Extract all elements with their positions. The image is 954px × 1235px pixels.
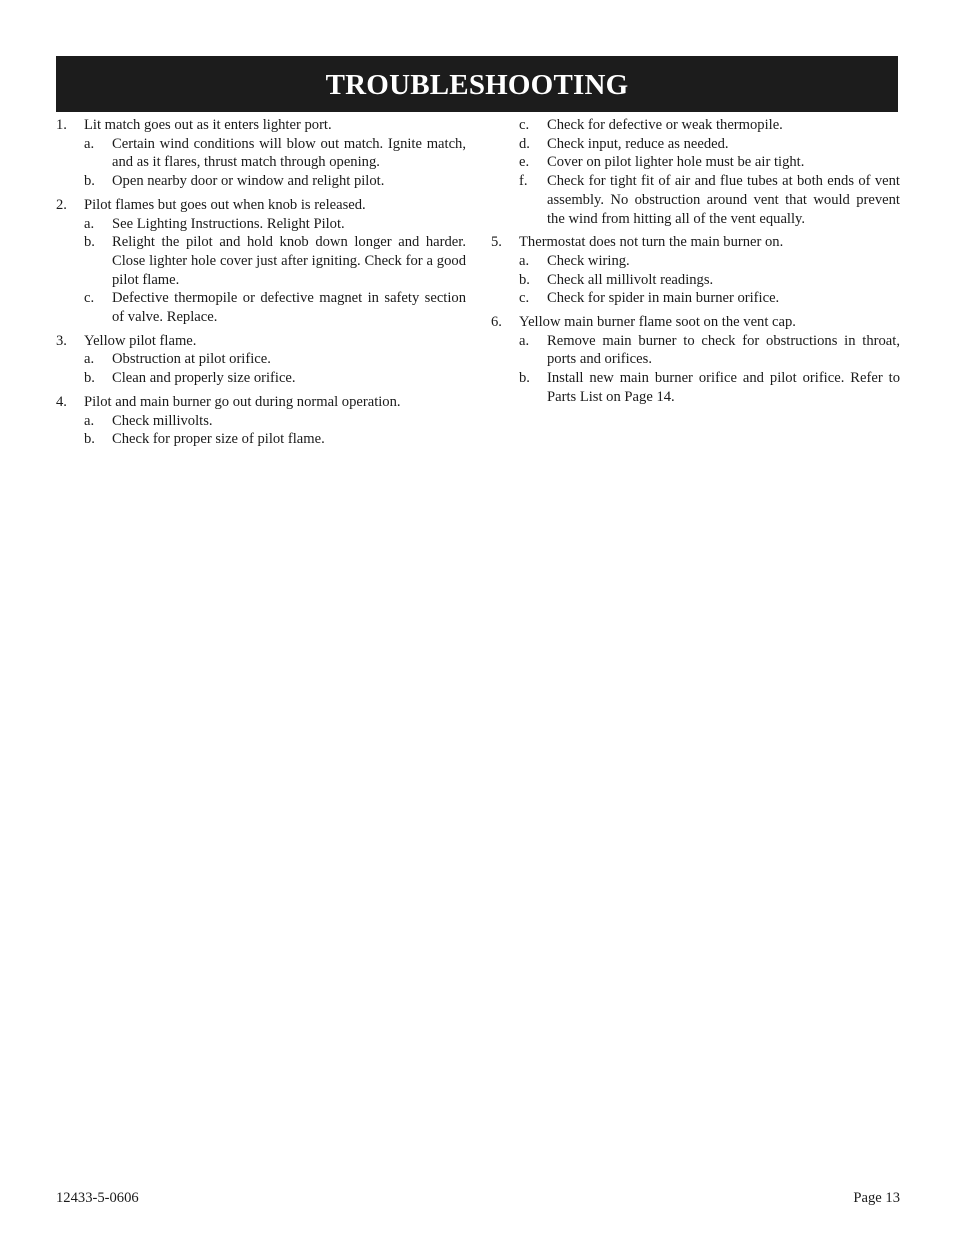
sub-item-letter: b.: [84, 173, 95, 190]
sub-item-text: Defective thermopile or defective magnet in safety section of valve. Replace.: [112, 290, 466, 326]
item-number: 6.: [491, 314, 502, 331]
sub-item: [84, 350, 466, 369]
sub-item-text: Certain wind conditions will blow out match. Ignite match, and as it flares, thrust match through opening.: [112, 135, 466, 171]
item-number: 3.: [56, 332, 67, 349]
item-number: 4.: [56, 393, 67, 410]
item-text: Thermostat does not turn the main burner on.: [519, 234, 784, 251]
continued-sub-items: [491, 116, 900, 228]
sub-item-text: Clean and properly size orifice.: [112, 370, 296, 387]
sub-item: [519, 369, 900, 406]
sub-item: [84, 172, 466, 191]
item-text: Lit match goes out as it enters lighter port.: [84, 117, 332, 133]
sub-item-letter: b.: [519, 271, 530, 288]
right-column: [491, 116, 900, 412]
sub-item-text: Check for defective or weak thermopile.: [547, 117, 783, 133]
page-number: Page 13: [853, 1190, 900, 1206]
sub-item-text: Obstruction at pilot orifice.: [112, 351, 271, 368]
sub-item-letter: b.: [519, 370, 530, 387]
sub-item-text: Check all millivolt readings.: [547, 271, 714, 288]
sub-item-text: Check for proper size of pilot flame.: [112, 431, 325, 448]
sub-item: [519, 289, 900, 308]
sub-item-letter: b.: [84, 431, 95, 448]
troubleshooting-item: [56, 332, 466, 388]
sub-item: [84, 430, 466, 449]
sub-item: [84, 215, 466, 234]
sub-item: [491, 172, 900, 228]
sub-item-letter: f.: [519, 173, 528, 190]
sub-item-letter: b.: [84, 370, 95, 387]
sub-item: [84, 135, 466, 172]
section-header-bar: [56, 56, 898, 112]
troubleshooting-item: [56, 116, 466, 191]
sub-item-letter: c.: [84, 290, 95, 307]
sub-item-text: Check millivolts.: [112, 412, 213, 429]
sub-item: [84, 369, 466, 388]
item-number: 5.: [491, 234, 502, 251]
item-text: Pilot flames but goes out when knob is released.: [84, 196, 366, 213]
page-title: TROUBLESHOOTING: [325, 68, 629, 101]
sub-item-text: Check input, reduce as needed.: [547, 135, 729, 152]
sub-item-letter: a.: [519, 332, 530, 349]
troubleshooting-item: [491, 313, 900, 407]
item-text: Yellow main burner flame soot on the vent cap.: [519, 314, 796, 331]
sub-item-text: See Lighting Instructions. Relight Pilot.: [112, 215, 345, 232]
sub-item: [84, 289, 466, 326]
troubleshooting-item: [56, 393, 466, 449]
item-number: 2.: [56, 196, 67, 213]
sub-item-text: Cover on pilot lighter hole must be air tight.: [547, 154, 805, 171]
sub-item-letter: a.: [84, 135, 95, 152]
sub-item: [84, 233, 466, 289]
sub-item: [519, 271, 900, 290]
sub-item-text: Relight the pilot and hold knob down longer and harder. Close lighter hole cover just after igniting. Check for a good pilot flame.: [112, 234, 466, 288]
item-text: Pilot and main burner go out during normal operation.: [84, 393, 401, 410]
sub-item-text: Remove main burner to check for obstructions in throat, ports and orifices.: [547, 332, 900, 368]
sub-item-text: Open nearby door or window and relight pilot.: [112, 173, 385, 190]
left-column: [56, 116, 466, 454]
sub-item: [491, 135, 900, 154]
sub-item: [519, 332, 900, 369]
sub-item-letter: d.: [519, 135, 530, 152]
sub-item-letter: a.: [84, 351, 95, 368]
sub-item-text: Check wiring.: [547, 252, 630, 269]
item-text: Yellow pilot flame.: [84, 332, 197, 349]
sub-item: [491, 153, 900, 172]
sub-item-text: Install new main burner orifice and pilot orifice. Refer to Parts List on Page 14.: [547, 370, 900, 405]
sub-item-letter: a.: [519, 252, 530, 269]
sub-item-letter: c.: [519, 117, 530, 133]
sub-item-text: Check for spider in main burner orifice.: [547, 290, 780, 307]
sub-item: [519, 252, 900, 271]
sub-item-letter: e.: [519, 154, 530, 171]
sub-item-letter: c.: [519, 290, 530, 307]
troubleshooting-item: [56, 196, 466, 327]
sub-item-letter: b.: [84, 234, 95, 251]
sub-item: [491, 116, 900, 135]
sub-item-letter: a.: [84, 215, 95, 232]
sub-item: [84, 412, 466, 431]
sub-item-text: Check for tight fit of air and flue tubes at both ends of vent assembly. No obstruction around vent that would prevent the wind from hitting all of the vent equally.: [547, 173, 900, 227]
sub-item-letter: a.: [84, 412, 95, 429]
document-number: 12433-5-0606: [56, 1190, 139, 1206]
item-number: 1.: [56, 117, 67, 133]
troubleshooting-item: [491, 233, 900, 308]
